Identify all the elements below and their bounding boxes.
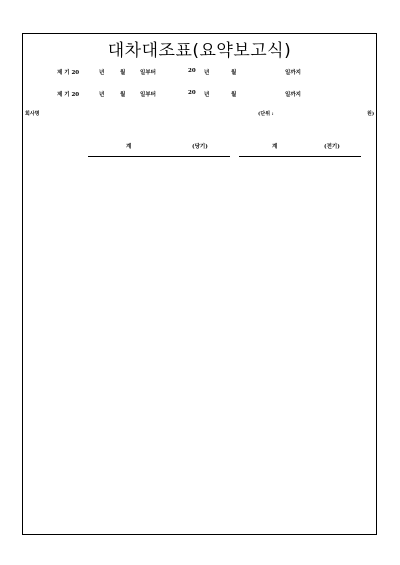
period-1-from-label: 일부터	[140, 70, 156, 76]
left-subject-header: 계	[126, 144, 132, 150]
period-2-year-label: 년	[99, 92, 105, 98]
period-2-from-label: 일부터	[140, 92, 156, 98]
period-1-to-label: 일까지	[285, 70, 301, 76]
document-title: 대차대조표(요약보고식)	[107, 41, 292, 61]
left-amount-header: (당기)	[192, 144, 208, 150]
right-header-rule	[239, 156, 361, 157]
period-1-year2-prefix: 20	[188, 68, 196, 74]
period-2-month-label: 월	[120, 92, 126, 98]
period-2-year2-label: 년	[204, 92, 210, 98]
period-2-to-label: 일까지	[285, 92, 301, 98]
period-1-month-label: 월	[120, 70, 126, 76]
right-amount-header: (전기)	[324, 144, 340, 150]
right-subject-header: 계	[272, 144, 278, 150]
period-2-prefix: 제 기 20	[57, 92, 80, 98]
left-header-rule	[88, 156, 230, 157]
balance-sheet-form	[22, 33, 377, 535]
period-1-prefix: 제 기 20	[57, 70, 80, 76]
period-1-year2-label: 년	[204, 70, 210, 76]
period-2-year2-prefix: 20	[188, 90, 196, 96]
period-1-month2-label: 월	[231, 70, 237, 76]
unit-end-label: 원)	[367, 111, 375, 117]
company-name-label: 회사명	[25, 111, 40, 117]
period-1-year-label: 년	[99, 70, 105, 76]
unit-label: (단위 :	[258, 111, 274, 117]
period-2-month2-label: 월	[231, 92, 237, 98]
